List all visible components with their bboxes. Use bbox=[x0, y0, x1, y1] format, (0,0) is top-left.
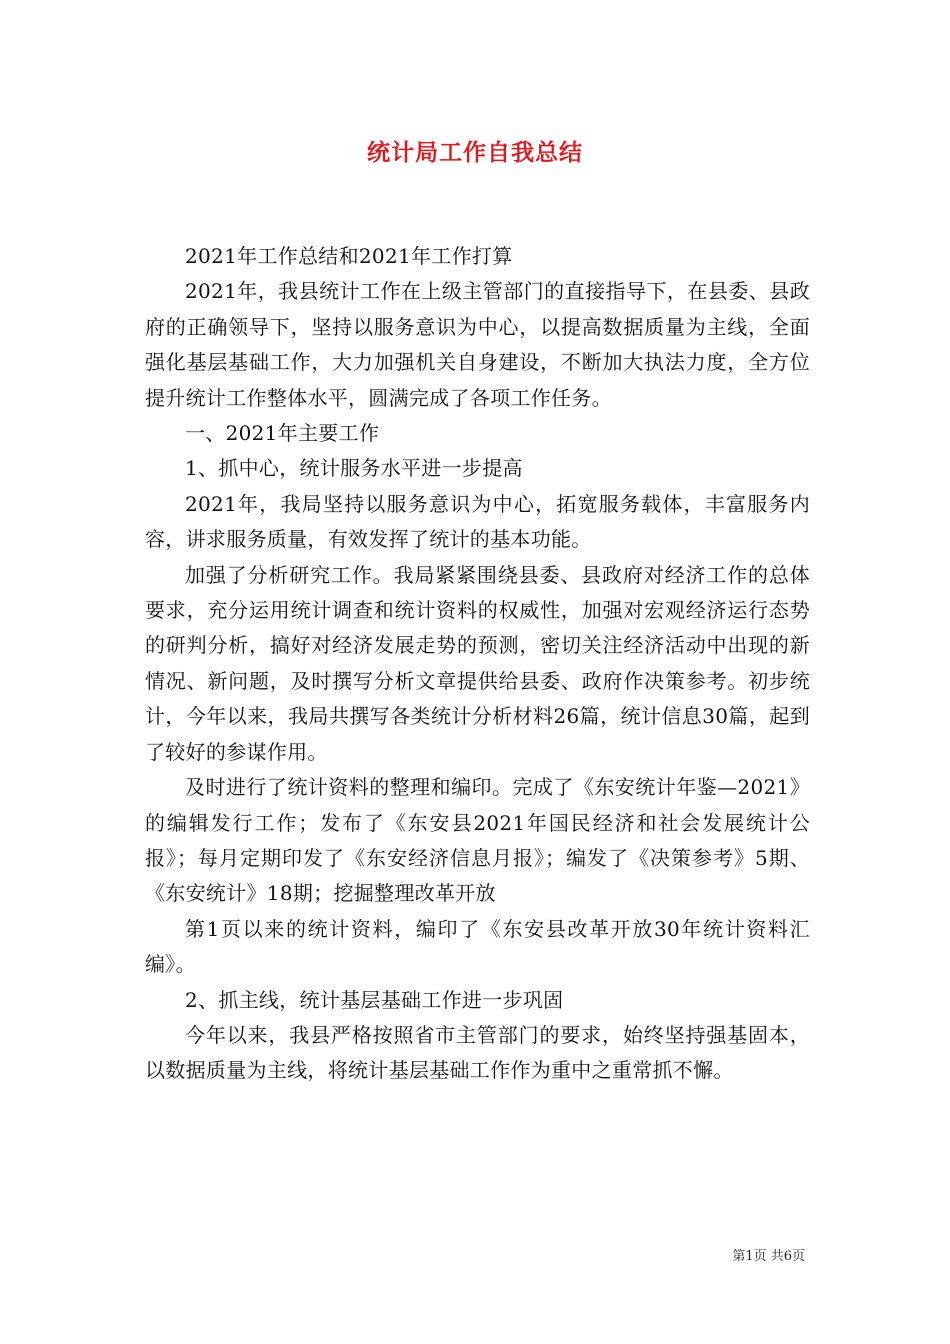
paragraph-intro: 2021年，我县统计工作在上级主管部门的直接指导下，在县委、县政府的正确领导下，坚持以服务意识为中心，以提高数据质量为主线，全面强化基层基础工作，大力加强机关自身建设，不断加大执法力度，全方位提升统计工作整体水平，圆满完成了各项工作任务。 bbox=[145, 279, 810, 410]
section-heading-main-work: 一、2021年主要工作 bbox=[185, 421, 380, 446]
paragraph-service: 2021年，我局坚持以服务意识为中心，拓宽服务载体，丰富服务内容，讲求服务质量，有效发挥了统计的基本功能。 bbox=[145, 491, 810, 552]
paragraph-subtitle: 2021年工作总结和2021年工作打算 bbox=[185, 244, 513, 268]
page-number: 第1页 共6页 bbox=[732, 1249, 805, 1264]
subsection-heading-1: 1、抓中心，统计服务水平进一步提高 bbox=[185, 456, 523, 481]
document-body bbox=[145, 239, 810, 1089]
document-title: 统计局工作自我总结 bbox=[367, 139, 583, 166]
paragraph-foundation: 今年以来，我县严格按照省市主管部门的要求，始终坚持强基固本，以数据质量为主线，将统计基层基础工作作为重中之重常抓不懈。 bbox=[145, 1022, 810, 1083]
paragraph-analysis: 加强了分析研究工作。我局紧紧围绕县委、县政府对经济工作的总体要求，充分运用统计调查和统计资料的权威性，加强对宏观经济运行态势的研判分析，搞好对经济发展走势的预测，密切关注经济活动中出现的新情况、新问题，及时撰写分析文章提供给县委、政府作决策参考。初步统计，今年以来，我局共撰写各类统计分析材料26篇，统计信息30篇，起到了较好的参谋作用。 bbox=[145, 562, 810, 764]
paragraph-publications-cont: 第1页以来的统计资料，编印了《东安县改革开放30年统计资料汇编》。 bbox=[145, 916, 810, 977]
paragraph-publications: 及时进行了统计资料的整理和编印。完成了《东安统计年鉴—2021》的编辑发行工作；发布了《东安县2021年国民经济和社会发展统计公报》；每月定期印发了《东安经济信息月报》；编发了《决策参考》5期、《东安统计》18期；挖掘整理改革开放 bbox=[145, 775, 810, 906]
subsection-heading-2: 2、抓主线，统计基层基础工作进一步巩固 bbox=[185, 987, 564, 1012]
